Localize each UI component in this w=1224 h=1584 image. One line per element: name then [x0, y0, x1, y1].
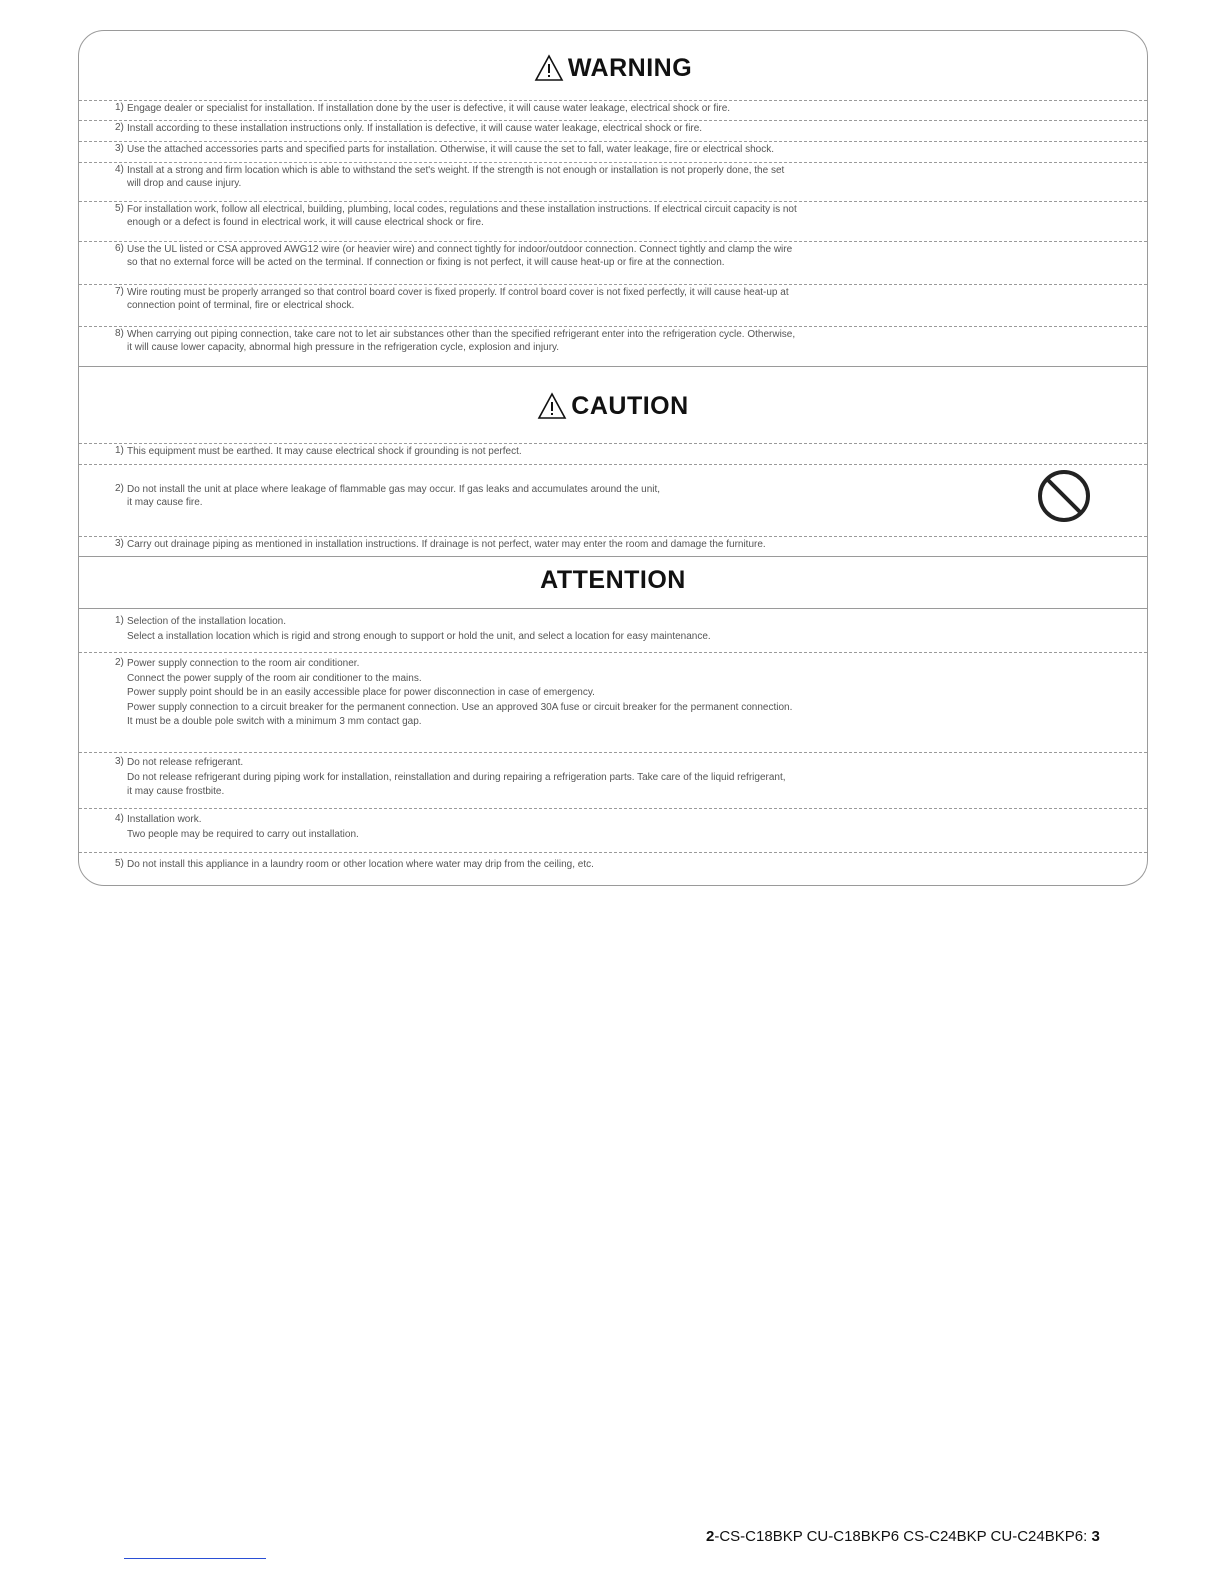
warning-item-2: 2) Install according to these installation instructions only. If installation is defective, it will cause water leakage, electrical shock or fire. — [79, 120, 1147, 140]
attention-item-4: 4) Installation work. Two people may be required to carry out installation. — [79, 808, 1147, 852]
footer-model-list: -CS-C18BKP CU-C18BKP6 CS-C24BKP CU-C24BKP6: — [714, 1528, 1088, 1545]
warning-item-1: 1) Engage dealer or specialist for installation. If installation done by the user is defective, it will cause water leakage, electrical shock or fire. — [79, 100, 1147, 118]
caution-item-1: 1) This equipment must be earthed. It may cause electrical shock if grounding is not perfect. — [79, 443, 1147, 463]
warning-triangle-icon — [534, 54, 564, 82]
caution-title: CAUTION — [571, 391, 689, 420]
footer-page-prefix: 2 — [706, 1528, 715, 1545]
warning-item-8: 8) When carrying out piping connection, take care not to let air substances other than the specified refrigerant enter into the refrigeration cycle. Otherwise, it will cause lower capacity, abnormal high pressure in the refrigeration cycle, explosion and injury. — [79, 326, 1147, 366]
footer-page-number: 3 — [1091, 1528, 1100, 1545]
attention-item-5: 5) Do not install this appliance in a laundry room or other location where water may drip from the ceiling, etc. — [79, 852, 1147, 882]
attention-title: ATTENTION — [540, 565, 686, 594]
warning-heading — [79, 48, 1147, 88]
prohibition-icon — [1034, 466, 1094, 526]
caution-heading — [79, 386, 1147, 426]
warning-title: WARNING — [567, 53, 693, 82]
warning-item-5: 5) For installation work, follow all electrical, building, plumbing, local codes, regulations and these installation instructions. If electrical circuit capacity is not enough or a defect is found in electrical work, it will cause electrical shock or fire. — [79, 201, 1147, 239]
warning-item-3: 3) Use the attached accessories parts and specified parts for installation. Otherwise, it will cause the set to fall, water leakage, fire or electrical shock. — [79, 141, 1147, 161]
warning-item-4: 4) Install at a strong and firm location which is able to withstand the set's weight. If the strength is not enough or installation is not properly done, the set will drop and cause injury. — [79, 162, 1147, 200]
attention-item-3: 3) Do not release refrigerant. Do not release refrigerant during piping work for installation, reinstallation and during repairing a refrigeration parts. Take care of the liquid refrigerant, it may cause frostbite. — [79, 752, 1147, 808]
page-footer — [706, 1528, 1100, 1545]
warning-item-7: 7) Wire routing must be properly arranged so that control board cover is fixed properly. If control board cover is not fixed perfectly, it will cause heat-up at connection point of terminal, fire or electrical shock. — [79, 284, 1147, 322]
caution-item-2: 2) Do not install the unit at place where leakage of flammable gas may occur. If gas leaks and accumulates around the unit, it may cause fire. — [79, 464, 1147, 534]
attention-item-1: 1) Selection of the installation location. Select a installation location which is rigid and strong enough to support or hold the unit, and select a location for easy maintenance. — [79, 608, 1147, 652]
warning-item-6: 6) Use the UL listed or CSA approved AWG12 wire (or heavier wire) and connect tightly for indoor/outdoor connection. Connect tightly and clamp the wire so that no external force will be acted on the terminal. If connection or fixing is not perfect, it will cause heat-up or fire at the connection. — [79, 241, 1147, 279]
caution-item-3: 3) Carry out drainage piping as mentioned in installation instructions. If drainage is not perfect, water may enter the room and damage the furniture. — [79, 536, 1147, 556]
attention-heading — [79, 560, 1147, 600]
caution-triangle-icon — [537, 392, 567, 420]
footer-link-rule — [124, 1558, 266, 1559]
attention-item-2: 2) Power supply connection to the room air conditioner. Connect the power supply of the room air conditioner to the mains. Power supply point should be in an easily accessible place for power disconnection in case of emergency. Power supply connection to a circuit breaker for the permanent connection. Use an approved 30A fuse or circuit breaker for the permanent connection. It must be a double pole switch with a minimum 3 mm contact gap. — [79, 652, 1147, 750]
